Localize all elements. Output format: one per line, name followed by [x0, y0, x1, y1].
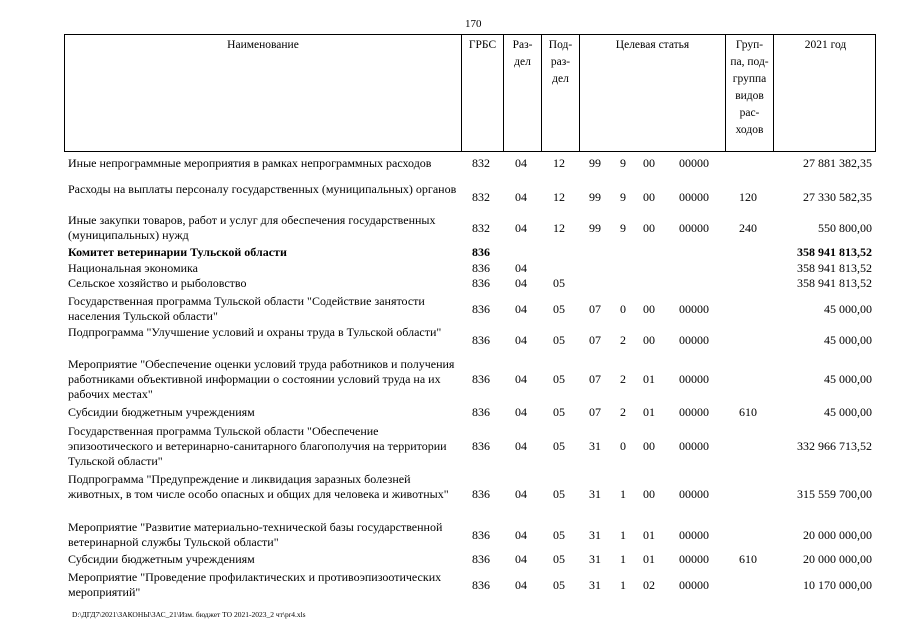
- row-c3: 02: [643, 577, 655, 592]
- row-vr: 610: [739, 405, 757, 419]
- row-c4: 00000: [679, 301, 709, 316]
- row-c4: 00000: [679, 405, 709, 419]
- row-c2: 2: [620, 405, 626, 419]
- row-rz: 04: [515, 405, 527, 419]
- row-pr: 12: [553, 189, 565, 204]
- row-amount: 358 941 813,52: [797, 245, 872, 259]
- row-c1: 07: [589, 301, 601, 316]
- row-amount: 332 966 713,52: [797, 439, 872, 453]
- row-name: Государственная программа Тульской области "Обеспечение эпизоотического и ветеринарно-санитарного благополучия на территории Тульской области": [68, 424, 447, 468]
- row-rz: 04: [515, 487, 527, 501]
- row-rz: 04: [515, 577, 527, 592]
- row-vr: 240: [739, 220, 757, 235]
- row-name: Сельское хозяйство и рыболовство: [68, 276, 247, 290]
- row-name: Иные непрограммные мероприятия в рамках непрограммных расходов: [68, 156, 432, 170]
- table-row: [64, 325, 876, 355]
- row-rz: 04: [515, 439, 527, 453]
- row-amount: 10 170 000,00: [803, 577, 872, 592]
- row-rz: 04: [515, 276, 527, 290]
- row-c4: 00000: [679, 577, 709, 592]
- row-grbs: 832: [472, 189, 490, 204]
- row-pr: 05: [553, 372, 565, 386]
- row-pr: 05: [553, 487, 565, 501]
- row-amount: 45 000,00: [824, 372, 872, 386]
- row-c4: 00000: [679, 220, 709, 235]
- row-amount: 45 000,00: [824, 405, 872, 419]
- header-grbs: ГРБС: [461, 35, 503, 151]
- row-amount: 20 000 000,00: [803, 552, 872, 566]
- row-grbs: 836: [472, 552, 490, 566]
- row-pr: 05: [553, 527, 565, 542]
- row-c1: 99: [589, 220, 601, 235]
- row-amount: 27 330 582,35: [803, 189, 872, 204]
- table-row: [64, 294, 876, 324]
- row-c2: 9: [620, 156, 626, 170]
- row-rz: 04: [515, 332, 527, 347]
- header-target: Целевая статья: [579, 35, 725, 151]
- row-c4: 00000: [679, 552, 709, 566]
- row-c2: 1: [620, 552, 626, 566]
- row-rz: 04: [515, 372, 527, 386]
- row-pr: 05: [553, 276, 565, 290]
- row-c4: 00000: [679, 156, 709, 170]
- row-grbs: 832: [472, 156, 490, 170]
- table-row: [64, 552, 876, 567]
- table-header: [64, 34, 876, 152]
- row-pr: 05: [553, 332, 565, 347]
- row-c3: 01: [643, 552, 655, 566]
- table-row: [64, 245, 876, 260]
- row-grbs: 836: [472, 332, 490, 347]
- row-c1: 31: [589, 552, 601, 566]
- row-c2: 9: [620, 220, 626, 235]
- header-name: Наименование: [227, 39, 299, 51]
- table-row: [64, 357, 876, 402]
- row-c3: 00: [643, 220, 655, 235]
- row-c3: 00: [643, 332, 655, 347]
- footer-path: D:\ДГД7\2021\ЗАКОНЫ\ЗАС_21\Изм. бюджет ТО 2021-2023_2 чт\pr4.xls: [72, 610, 306, 619]
- row-amount: 45 000,00: [824, 332, 872, 347]
- row-c1: 07: [589, 372, 601, 386]
- row-name: Иные закупки товаров, работ и услуг для обеспечения государственных (муниципальных) нужд: [68, 213, 436, 242]
- row-pr: 05: [553, 301, 565, 316]
- row-grbs: 836: [472, 577, 490, 592]
- row-amount: 315 559 700,00: [797, 487, 872, 501]
- row-rz: 04: [515, 301, 527, 316]
- row-c2: 1: [620, 487, 626, 501]
- row-amount: 358 941 813,52: [797, 261, 872, 275]
- row-c2: 0: [620, 439, 626, 453]
- row-c4: 00000: [679, 527, 709, 542]
- row-vr: 610: [739, 552, 757, 566]
- row-name: Подпрограмма "Предупреждение и ликвидация заразных болезней животных, в том числе особо опасных и общих для человека и животных": [68, 472, 449, 501]
- row-c1: 07: [589, 332, 601, 347]
- row-amount: 27 881 382,35: [803, 156, 872, 170]
- row-name: Государственная программа Тульской области "Содействие занятости населения Тульской области": [68, 294, 425, 323]
- row-c2: 1: [620, 577, 626, 592]
- row-name: Мероприятие "Обеспечение оценки условий труда работников и получения работниками объективной информации о состоянии условий труда на их рабочих местах": [68, 357, 455, 401]
- row-amount: 20 000 000,00: [803, 527, 872, 542]
- row-pr: 12: [553, 156, 565, 170]
- row-pr: 05: [553, 577, 565, 592]
- table-row: [64, 424, 876, 469]
- row-c3: 00: [643, 487, 655, 501]
- table-row: [64, 261, 876, 276]
- row-c3: 01: [643, 372, 655, 386]
- row-c1: 31: [589, 577, 601, 592]
- row-c2: 1: [620, 527, 626, 542]
- row-c3: 00: [643, 439, 655, 453]
- header-group: Груп- па, под- группа видов рас- ходов: [725, 35, 773, 151]
- row-grbs: 836: [472, 439, 490, 453]
- row-c1: 31: [589, 439, 601, 453]
- row-name: Мероприятие "Развитие материально-технической базы государственной ветеринарной службы Тульской области": [68, 520, 443, 549]
- row-rz: 04: [515, 261, 527, 275]
- row-grbs: 832: [472, 220, 490, 235]
- row-grbs: 836: [472, 261, 490, 275]
- row-grbs: 836: [472, 245, 490, 259]
- row-c2: 9: [620, 189, 626, 204]
- row-c1: 99: [589, 189, 601, 204]
- row-grbs: 836: [472, 527, 490, 542]
- table-row: [64, 472, 876, 517]
- row-name: Расходы на выплаты персоналу государственных (муниципальных) органов: [68, 182, 457, 196]
- row-c4: 00000: [679, 332, 709, 347]
- row-name: Национальная экономика: [68, 261, 198, 275]
- row-grbs: 836: [472, 372, 490, 386]
- row-c3: 00: [643, 156, 655, 170]
- row-pr: 05: [553, 552, 565, 566]
- row-grbs: 836: [472, 276, 490, 290]
- row-c3: 00: [643, 189, 655, 204]
- row-c3: 01: [643, 405, 655, 419]
- row-name: Подпрограмма "Улучшение условий и охраны труда в Тульской области": [68, 325, 442, 339]
- row-pr: 12: [553, 220, 565, 235]
- row-c1: 07: [589, 405, 601, 419]
- row-rz: 04: [515, 527, 527, 542]
- header-year: 2021 год: [773, 35, 877, 151]
- table-row: [64, 156, 876, 171]
- row-rz: 04: [515, 156, 527, 170]
- header-podrazdel: Под- раз- дел: [541, 35, 579, 151]
- row-c4: 00000: [679, 372, 709, 386]
- row-rz: 04: [515, 220, 527, 235]
- row-name: Мероприятие "Проведение профилактических и противоэпизоотических мероприятий": [68, 570, 442, 599]
- table-row: [64, 570, 876, 600]
- header-razdel: Раз- дел: [503, 35, 541, 151]
- page-number: 170: [465, 18, 482, 30]
- row-name: Комитет ветеринарии Тульской области: [68, 245, 287, 259]
- row-c2: 0: [620, 301, 626, 316]
- table-row: [64, 405, 876, 420]
- row-name: Субсидии бюджетным учреждениям: [68, 405, 255, 419]
- row-rz: 04: [515, 552, 527, 566]
- row-c1: 31: [589, 487, 601, 501]
- row-c1: 99: [589, 156, 601, 170]
- table-row: [64, 182, 876, 212]
- row-pr: 05: [553, 405, 565, 419]
- table-row: [64, 213, 876, 243]
- table-row: [64, 520, 876, 550]
- row-name: Субсидии бюджетным учреждениям: [68, 552, 255, 566]
- table-row: [64, 276, 876, 291]
- row-c3: 01: [643, 527, 655, 542]
- row-c4: 00000: [679, 439, 709, 453]
- row-amount: 45 000,00: [824, 301, 872, 316]
- row-pr: 05: [553, 439, 565, 453]
- row-c2: 2: [620, 372, 626, 386]
- row-c2: 2: [620, 332, 626, 347]
- row-c4: 00000: [679, 189, 709, 204]
- row-amount: 358 941 813,52: [797, 276, 872, 290]
- row-vr: 120: [739, 189, 757, 204]
- row-c4: 00000: [679, 487, 709, 501]
- row-c3: 00: [643, 301, 655, 316]
- row-grbs: 836: [472, 405, 490, 419]
- row-grbs: 836: [472, 301, 490, 316]
- row-amount: 550 800,00: [818, 220, 872, 235]
- row-rz: 04: [515, 189, 527, 204]
- row-grbs: 836: [472, 487, 490, 501]
- row-c1: 31: [589, 527, 601, 542]
